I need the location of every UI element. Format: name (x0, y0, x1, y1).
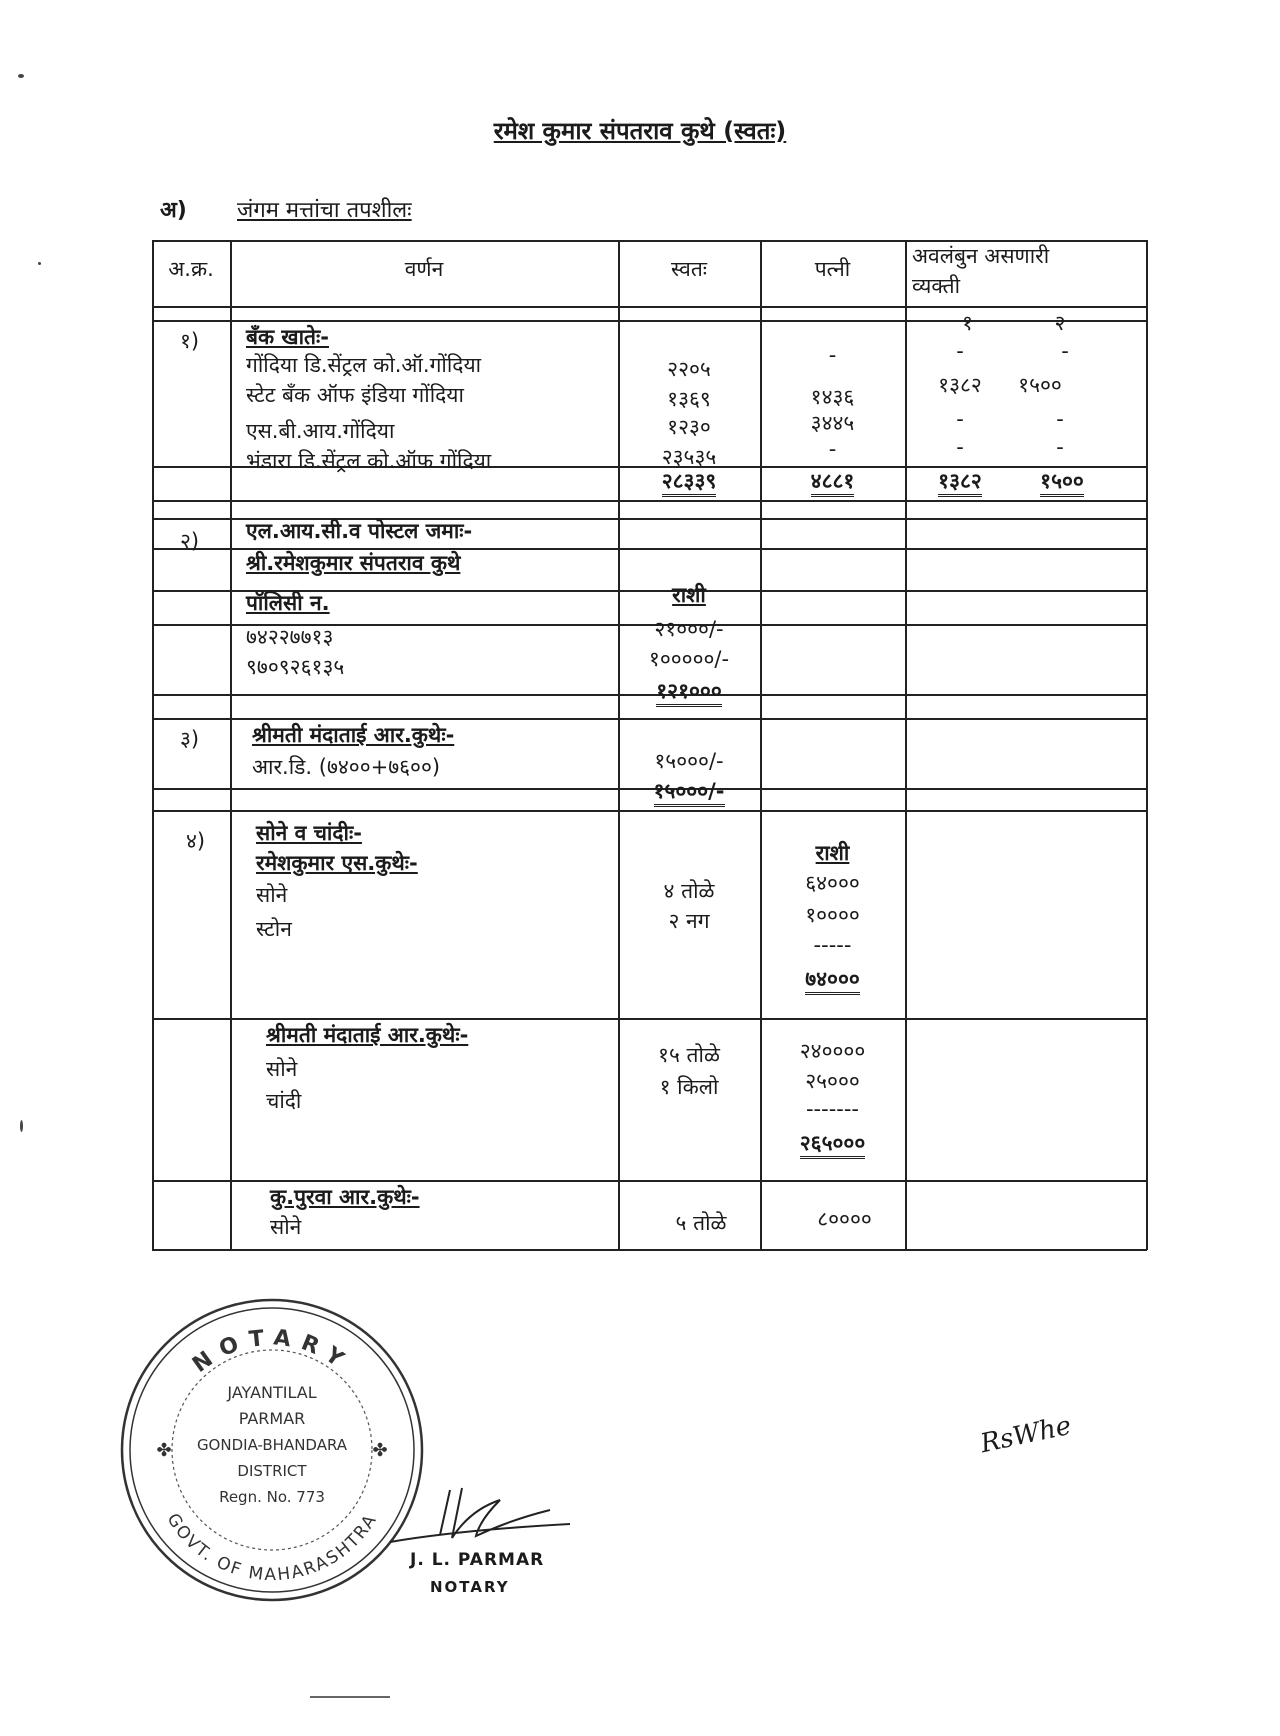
rd-heading: श्रीमती मंदाताई आर.कुथेः- (252, 723, 455, 747)
gold-value: ८०००० (817, 1207, 872, 1231)
scan-speck (18, 74, 24, 78)
bank-name: स्टेट बँक ऑफ इंडिया गोंदिया (246, 383, 464, 407)
gold-value: २४०००० (799, 1039, 866, 1063)
gold-value: २५००० (805, 1069, 860, 1093)
notary-title: NOTARY (430, 1578, 510, 1596)
svg-text:GOVT. OF MAHARASHTRA (162, 1510, 381, 1585)
gold-qty: १५ तोळे (658, 1043, 720, 1067)
bank-total-wife: ४८८१ (760, 466, 905, 496)
section-heading (160, 194, 412, 224)
dep-col-1-label: १ (962, 311, 973, 335)
lic-policy: ९७०९२६१३५ (246, 655, 345, 679)
lic-policy-label: पॉलिसी न. (246, 591, 330, 615)
bank-wife: १४३६ (810, 385, 855, 409)
bank-dep2: - (1061, 339, 1069, 363)
sum-dash-line: ----- (813, 933, 852, 957)
header-self: स्वतः (670, 257, 708, 281)
notary-name: J. L. PARMAR (410, 1550, 545, 1570)
gold-person-2: श्रीमती मंदाताई आर.कुथेः- (266, 1023, 469, 1047)
bank-dep1: - (956, 435, 964, 459)
stamp-ornament-icon: ✤ (372, 1440, 388, 1461)
bank-name: एस.बी.आय.गोंदिया (246, 419, 395, 443)
bank-dep1: १३८२ (938, 373, 982, 397)
lic-total: १२१००० (618, 676, 760, 706)
bank-total-dep2: १५०० (1012, 466, 1112, 496)
table-border-left (152, 240, 154, 1250)
section-label: अ) (160, 198, 187, 223)
gold-total: २६५००० (760, 1128, 905, 1158)
header-dependent: अवलंबुन असणारी (912, 244, 1050, 268)
bank-dep1: - (956, 339, 964, 363)
stamp-district: DISTRICT (237, 1462, 307, 1480)
bank-self: २३५३५ (661, 445, 717, 469)
bank-dep1: - (956, 407, 964, 431)
scan-speck (20, 1120, 23, 1132)
rd-item: आर.डि. (७४००+७६००) (252, 755, 441, 779)
bank-self: १३६९ (667, 387, 711, 411)
svg-text:NOTARY (188, 1325, 356, 1378)
notary-signature-icon (380, 1480, 580, 1550)
signature: RsWhe (977, 1410, 1074, 1460)
stamp-top-text: NOTARY (188, 1325, 356, 1378)
header-dependent-2: व्यक्ती (912, 274, 961, 298)
bank-heading: बँक खातेः- (246, 325, 329, 349)
bank-self: २२०५ (667, 357, 711, 381)
gold-qty: ४ तोळे (663, 879, 715, 903)
stamp-reg: Regn. No. 773 (219, 1488, 325, 1506)
lic-policy: ७४२२७७१३ (246, 625, 334, 649)
rd-amount: १५०००/- (654, 749, 724, 773)
lic-holder: श्री.रमेशकुमार संपतराव कुथे (246, 551, 461, 575)
table-border-right (1146, 240, 1148, 1250)
row-divider (152, 500, 1147, 502)
gold-item: सोने (256, 883, 288, 907)
gold-item: चांदी (266, 1089, 302, 1113)
bank-dep2: - (1056, 407, 1064, 431)
bank-dep2: १५०० (1018, 373, 1062, 397)
bank-wife: - (828, 343, 837, 367)
gold-item: सोने (266, 1057, 298, 1081)
rd-total: १५०००/- (618, 776, 760, 806)
header-description: वर्णन (404, 257, 444, 281)
gold-heading: सोने व चांदीः- (256, 821, 362, 845)
col-divider (230, 240, 232, 1250)
sum-dash-line: ------- (805, 1097, 860, 1121)
gold-qty: २ नग (668, 909, 710, 933)
bank-wife: - (828, 437, 837, 461)
gold-item: स्टोन (256, 917, 292, 941)
lic-amount-label: राशी (672, 583, 706, 607)
gold-total: ७४००० (760, 964, 905, 994)
bank-dep2: - (1056, 435, 1064, 459)
gold-item: सोने (270, 1215, 302, 1239)
notary-stamp (112, 1290, 432, 1610)
header-sn: अ.क्र. (168, 257, 214, 281)
lic-amount: २१०००/- (654, 617, 724, 641)
stamp-name-2: PARMAR (238, 1409, 306, 1428)
bank-wife: ३४४५ (810, 411, 855, 435)
stamp-place: GONDIA-BHANDARA (196, 1436, 348, 1454)
row-divider (152, 810, 1147, 812)
bank-total-dep1: १३८२ (905, 466, 1015, 496)
row-sn: २) (180, 529, 200, 553)
gold-qty: १ किलो (659, 1075, 719, 1099)
header-wife: पत्नी (814, 257, 851, 281)
stamp-bottom-text: GOVT. OF MAHARASHTRA (162, 1510, 382, 1586)
page-title: रमेश कुमार संपतराव कुथे (स्वतः) (493, 117, 787, 145)
lic-amount: १०००००/- (648, 647, 730, 671)
gold-person-3: कु.पुरवा आर.कुथेः- (270, 1185, 420, 1209)
scan-mark (310, 1696, 390, 1698)
gold-person-1: रमेशकुमार एस.कुथेः- (256, 851, 418, 875)
stamp-name-1: JAYANTILAL (227, 1383, 317, 1402)
bank-name: गोंदिया डि.सेंट्रल को.ऑ.गोंदिया (246, 353, 482, 377)
row-sn: ४) (186, 829, 206, 853)
dep-col-2-label: २ (1054, 311, 1066, 335)
gold-value: १०००० (805, 903, 860, 927)
gold-value: ६४००० (805, 871, 860, 895)
scan-speck (38, 262, 41, 265)
bank-total-self: २८३३९ (618, 466, 760, 496)
gold-qty: ५ तोळे (675, 1211, 727, 1235)
row-sn: ३) (180, 727, 200, 751)
lic-heading: एल.आय.सी.व पोस्टल जमाः- (246, 519, 473, 543)
section-text: जंगम मत्तांचा तपशीलः (237, 198, 412, 223)
row-sn: १) (180, 329, 200, 353)
table-border-bottom (152, 1249, 1147, 1251)
gold-amount-label: राशी (815, 841, 850, 865)
bank-name: भंडारा डि.सेंट्रल को.ऑफ गोंदिया (246, 449, 492, 473)
stamp-ornament-icon: ✤ (156, 1440, 172, 1461)
bank-self: १२३० (667, 415, 711, 439)
